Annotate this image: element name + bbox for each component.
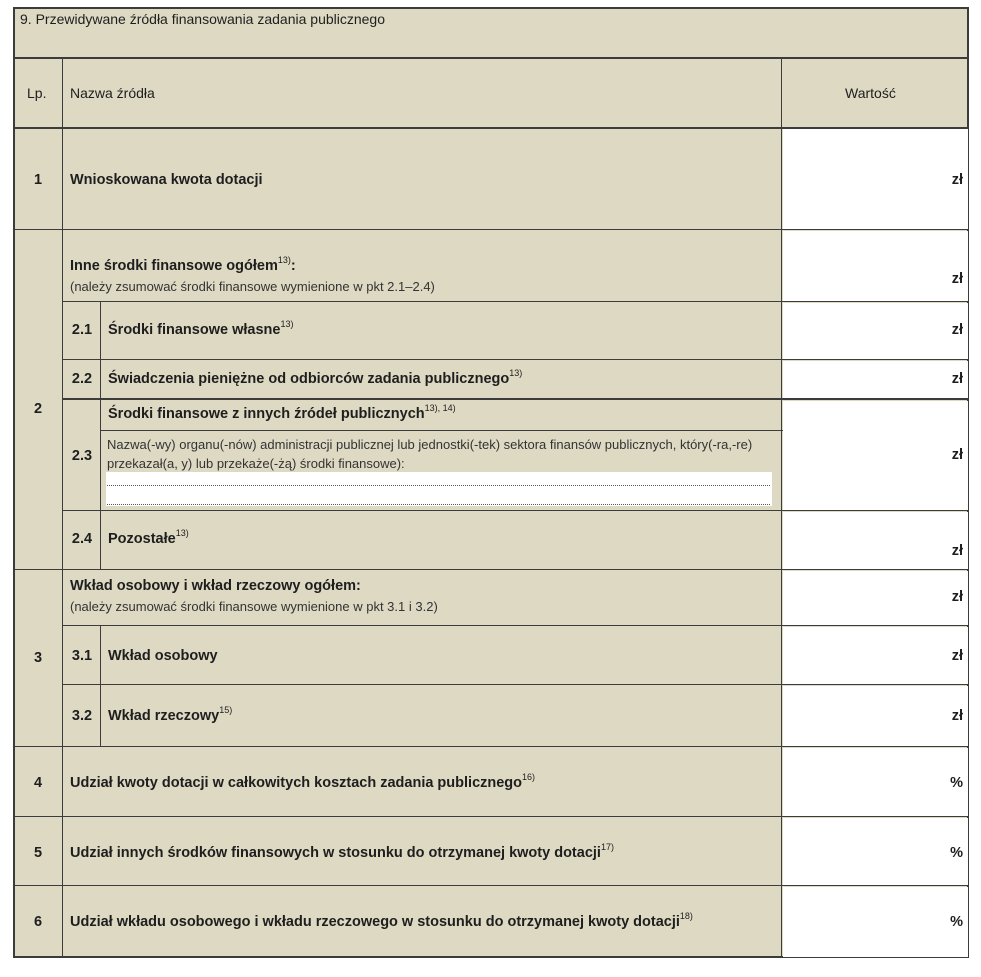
row-number: 2.2 (71, 371, 93, 387)
divider (63, 398, 969, 400)
currency-unit: zł (951, 589, 963, 605)
row-note: (należy zsumować środki finansowe wymienione w pkt 2.1–2.4) (70, 279, 435, 294)
divider (63, 510, 969, 511)
row-label: Wkład osobowy (108, 648, 218, 664)
row-label: Udział kwoty dotacji w całkowitych kosztach zadania publicznego$^{16)}$ (70, 772, 536, 791)
divider (63, 359, 969, 360)
currency-unit: zł (951, 447, 963, 463)
dotted-line (107, 485, 770, 486)
divider (63, 301, 969, 302)
column-divider (100, 301, 101, 569)
public-sources-names-input[interactable] (106, 472, 772, 506)
column-divider (781, 57, 782, 957)
row-number: 5 (33, 845, 43, 861)
row-number: 2.1 (71, 322, 93, 338)
currency-unit: zł (951, 172, 963, 188)
row-label: Środki finansowe własne$^{13)}$ (108, 319, 294, 338)
row-label: Inne środki finansowe ogółem$^{13)}$: (70, 255, 296, 274)
header-lp: Lp. (27, 85, 47, 101)
currency-unit: zł (951, 708, 963, 724)
divider (101, 430, 783, 431)
column-divider (62, 57, 63, 957)
currency-unit: zł (951, 648, 963, 664)
row-label: Wkład rzeczowy$^{15)}$ (108, 705, 233, 724)
currency-unit: zł (951, 271, 963, 287)
dotted-line (107, 504, 770, 505)
row-number: 4 (33, 775, 43, 791)
row-number: 3.1 (71, 648, 93, 664)
divider (13, 229, 969, 230)
divider (13, 57, 969, 59)
divider (13, 885, 969, 886)
row-label: Środki finansowe z innych źródeł publicznych$^{13), 14)}$ (108, 403, 456, 422)
divider (13, 746, 969, 747)
currency-unit: zł (951, 543, 963, 559)
percent-unit: % (950, 845, 963, 861)
percent-unit: % (950, 775, 963, 791)
divider (13, 569, 969, 570)
currency-unit: zł (951, 371, 963, 387)
row-number: 2 (33, 401, 43, 417)
section-title: 9. Przewidywane źródła finansowania zadania publicznego (20, 11, 386, 27)
row-note: Nazwa(-wy) organu(-nów) administracji publicznej lub jednostki(-tek) sektora finansów publicznych, który(-ra,-re) przekazał(a, y) lub przekaże(-żą) środki finansowe): (107, 437, 753, 471)
column-divider (100, 625, 101, 746)
row-label: Pozostałe$^{13)}$ (108, 528, 189, 547)
row-number: 6 (33, 914, 43, 930)
row-note: (należy zsumować środki finansowe wymienione w pkt 3.1 i 3.2) (70, 599, 438, 614)
row-label: Wnioskowana kwota dotacji (70, 172, 263, 188)
value-cell-2[interactable] (783, 231, 968, 301)
row-number: 3 (33, 650, 43, 666)
row-label: Udział innych środków finansowych w stosunku do otrzymanej kwoty dotacji$^{17)}$ (70, 842, 614, 861)
divider (63, 684, 969, 685)
row-label: Udział wkładu osobowego i wkładu rzeczowego w stosunku do otrzymanej kwoty dotacji$^{18)}$ (70, 911, 693, 930)
row-label: Świadczenia pieniężne od odbiorców zadania publicznego$^{13)}$ (108, 368, 523, 387)
percent-unit: % (950, 914, 963, 930)
currency-unit: zł (951, 322, 963, 338)
row-label: Wkład osobowy i wkład rzeczowy ogółem: (70, 578, 361, 594)
row-number: 2.3 (71, 448, 93, 464)
divider (13, 127, 969, 129)
divider (13, 816, 969, 817)
value-cell-2-4[interactable] (783, 512, 968, 569)
divider (63, 625, 969, 626)
header-source-name: Nazwa źródła (70, 85, 155, 101)
row-number: 1 (33, 172, 43, 188)
row-number: 2.4 (71, 531, 93, 547)
row-number: 3.2 (71, 708, 93, 724)
header-value: Wartość (845, 85, 896, 101)
